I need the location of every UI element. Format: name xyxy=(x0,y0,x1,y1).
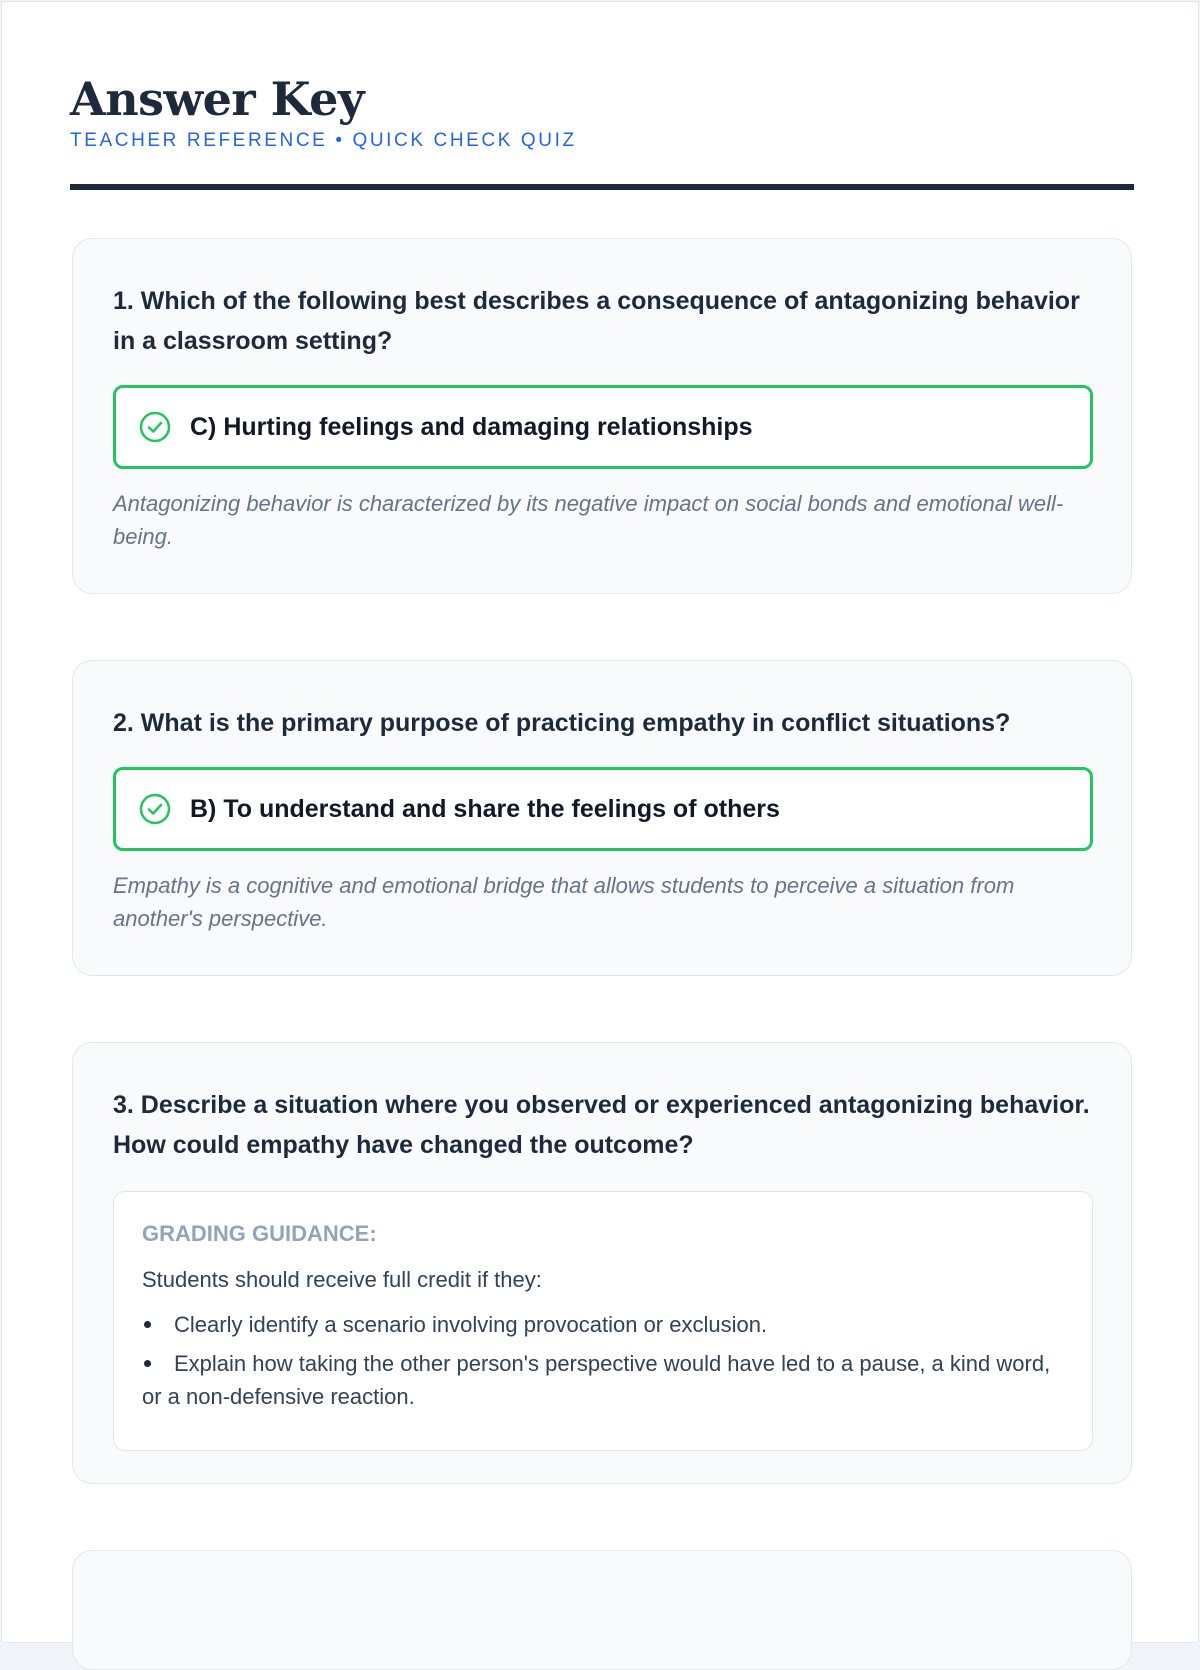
header-divider xyxy=(70,184,1134,190)
correct-answer xyxy=(113,767,1093,851)
page-header xyxy=(70,70,1134,152)
question-card-4 xyxy=(72,1550,1132,1670)
question-card-1 xyxy=(72,238,1132,594)
page-title: Answer Key xyxy=(70,72,365,126)
grading-guidance-intro: Students should receive full credit if they: xyxy=(142,1267,542,1292)
question-text: 2. What is the primary purpose of practicing empathy in conflict situations? xyxy=(113,709,1011,737)
page-subtitle: TEACHER REFERENCE • QUICK CHECK QUIZ xyxy=(70,130,577,151)
check-circle-icon xyxy=(138,410,172,444)
question-text: 3. Describe a situation where you observed or experienced antagonizing behavior. How could empathy have changed the outcome? xyxy=(113,1091,1090,1159)
answer-explanation: Empathy is a cognitive and emotional bridge that allows students to perceive a situation from another's perspective. xyxy=(113,873,1015,931)
grading-criteria-list xyxy=(142,1308,1064,1413)
question-card-3 xyxy=(72,1042,1132,1484)
check-circle-icon xyxy=(138,792,172,826)
question-card-2 xyxy=(72,660,1132,976)
answer-key-sheet xyxy=(2,2,1198,1642)
correct-answer xyxy=(113,385,1093,469)
answer-explanation: Antagonizing behavior is characterized by its negative impact on social bonds and emotional well-being. xyxy=(113,491,1064,549)
grading-guidance xyxy=(113,1191,1093,1451)
grading-criterion: Clearly identify a scenario involving provocation or exclusion. xyxy=(142,1308,1064,1341)
grading-guidance-heading: GRADING GUIDANCE: xyxy=(142,1221,377,1246)
question-text: 1. Which of the following best describes a consequence of antagonizing behavior in a classroom setting? xyxy=(113,287,1080,355)
answer-label: B) To understand and share the feelings of others xyxy=(190,794,780,823)
grading-criterion: Explain how taking the other person's perspective would have led to a pause, a kind word, or a non-defensive reaction. xyxy=(142,1347,1064,1413)
answer-label: C) Hurting feelings and damaging relationships xyxy=(190,412,753,441)
